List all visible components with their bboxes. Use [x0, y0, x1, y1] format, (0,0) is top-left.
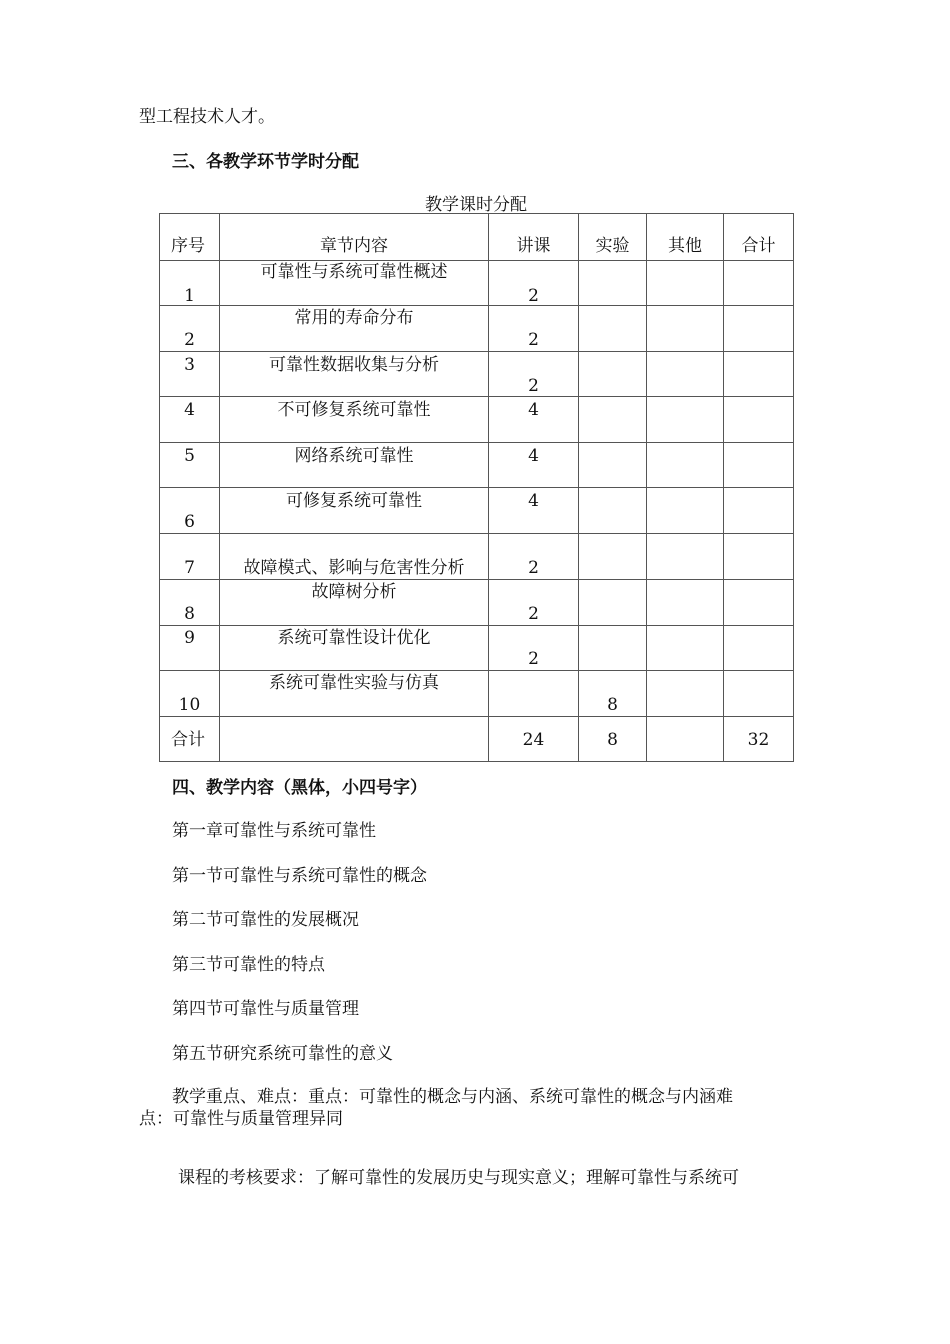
- table-row: [160, 306, 794, 352]
- header-cell-total: 合计: [724, 214, 794, 261]
- section3-heading: 三、各教学环节学时分配: [172, 152, 359, 172]
- row-lecture-cell: 2: [489, 261, 579, 306]
- section-item: 第五节研究系统可靠性的意义: [172, 1044, 393, 1064]
- row-other-cell: [647, 261, 724, 306]
- row-lecture-cell: 4: [489, 397, 579, 443]
- footer-label-cell: 合计: [160, 717, 220, 762]
- row-no-cell: 9: [160, 626, 220, 671]
- row-lecture-cell: [489, 671, 579, 717]
- row-other-cell: [647, 443, 724, 488]
- table-header-row: [160, 214, 794, 261]
- table-row: [160, 352, 794, 397]
- row-total-cell: [724, 671, 794, 717]
- table-row: [160, 261, 794, 306]
- row-total-cell: [724, 397, 794, 443]
- section4-heading: 四、教学内容（黑体，小四号字）: [172, 778, 427, 798]
- row-total-cell: [724, 352, 794, 397]
- row-lab-cell: 8: [579, 671, 647, 717]
- row-lab-cell: [579, 306, 647, 352]
- row-content-cell: 可靠性与系统可靠性概述: [220, 261, 489, 306]
- header-cell-lab: 实验: [579, 214, 647, 261]
- row-content-cell: 网络系统可靠性: [220, 443, 489, 488]
- row-no-cell: 5: [160, 443, 220, 488]
- table-row: [160, 580, 794, 626]
- row-content-cell: 常用的寿命分布: [220, 306, 489, 352]
- row-no-cell: 8: [160, 580, 220, 626]
- header-cell-content: 章节内容: [220, 214, 489, 261]
- row-lecture-cell: 4: [489, 443, 579, 488]
- key-points-line1: 教学重点、难点：重点：可靠性的概念与内涵、系统可靠性的概念与内涵难: [172, 1087, 733, 1107]
- footer-lecture-cell: 24: [489, 717, 579, 762]
- row-content-cell: 系统可靠性实验与仿真: [220, 671, 489, 717]
- row-content-cell: 故障树分析: [220, 580, 489, 626]
- row-no-cell: 10: [160, 671, 220, 717]
- row-other-cell: [647, 352, 724, 397]
- row-content-cell: 故障模式、影响与危害性分析: [220, 534, 489, 580]
- row-lecture-cell: 2: [489, 306, 579, 352]
- row-other-cell: [647, 488, 724, 534]
- row-lecture-cell: 4: [489, 488, 579, 534]
- row-no-cell: 6: [160, 488, 220, 534]
- row-lecture-cell: 2: [489, 352, 579, 397]
- row-lab-cell: [579, 534, 647, 580]
- row-total-cell: [724, 626, 794, 671]
- row-lab-cell: [579, 397, 647, 443]
- row-content-cell: 系统可靠性设计优化: [220, 626, 489, 671]
- row-total-cell: [724, 488, 794, 534]
- table-row: [160, 397, 794, 443]
- table-caption: 教学课时分配: [425, 195, 527, 215]
- row-other-cell: [647, 534, 724, 580]
- table-row: [160, 488, 794, 534]
- row-lecture-cell: 2: [489, 580, 579, 626]
- footer-lab-cell: 8: [579, 717, 647, 762]
- row-other-cell: [647, 306, 724, 352]
- section-item: 第一节可靠性与系统可靠性的概念: [172, 866, 427, 886]
- intro-tail-text: 型工程技术人才。: [139, 107, 275, 127]
- footer-total-cell: 32: [724, 717, 794, 762]
- row-no-cell: 3: [160, 352, 220, 397]
- row-content-cell: 不可修复系统可靠性: [220, 397, 489, 443]
- row-content-cell: 可靠性数据收集与分析: [220, 352, 489, 397]
- row-lecture-cell: 2: [489, 626, 579, 671]
- row-lab-cell: [579, 488, 647, 534]
- row-no-cell: 1: [160, 261, 220, 306]
- row-total-cell: [724, 580, 794, 626]
- section-item: 第四节可靠性与质量管理: [172, 999, 359, 1019]
- header-cell-no: 序号: [160, 214, 220, 261]
- table-row: [160, 671, 794, 717]
- table-row: [160, 443, 794, 488]
- row-lab-cell: [579, 261, 647, 306]
- row-other-cell: [647, 626, 724, 671]
- section-item: 第二节可靠性的发展概况: [172, 910, 359, 930]
- row-no-cell: 7: [160, 534, 220, 580]
- key-points-line2: 点：可靠性与质量管理异同: [139, 1109, 343, 1129]
- assessment-line: 课程的考核要求：了解可靠性的发展历史与现实意义；理解可靠性与系统可: [178, 1168, 739, 1188]
- row-no-cell: 4: [160, 397, 220, 443]
- row-other-cell: [647, 580, 724, 626]
- table-row: [160, 626, 794, 671]
- row-content-cell: 可修复系统可靠性: [220, 488, 489, 534]
- row-other-cell: [647, 397, 724, 443]
- section-item: 第三节可靠性的特点: [172, 955, 325, 975]
- header-cell-other: 其他: [647, 214, 724, 261]
- row-other-cell: [647, 671, 724, 717]
- row-lab-cell: [579, 626, 647, 671]
- table-footer-row: [160, 717, 794, 762]
- row-total-cell: [724, 306, 794, 352]
- hours-table: [159, 213, 794, 762]
- row-total-cell: [724, 261, 794, 306]
- footer-content-cell: [220, 717, 489, 762]
- footer-other-cell: [647, 717, 724, 762]
- row-lecture-cell: 2: [489, 534, 579, 580]
- row-lab-cell: [579, 352, 647, 397]
- table-row: [160, 534, 794, 580]
- header-cell-lecture: 讲课: [489, 214, 579, 261]
- row-no-cell: 2: [160, 306, 220, 352]
- chapter1-title: 第一章可靠性与系统可靠性: [172, 821, 376, 841]
- row-total-cell: [724, 443, 794, 488]
- row-lab-cell: [579, 443, 647, 488]
- row-lab-cell: [579, 580, 647, 626]
- row-total-cell: [724, 534, 794, 580]
